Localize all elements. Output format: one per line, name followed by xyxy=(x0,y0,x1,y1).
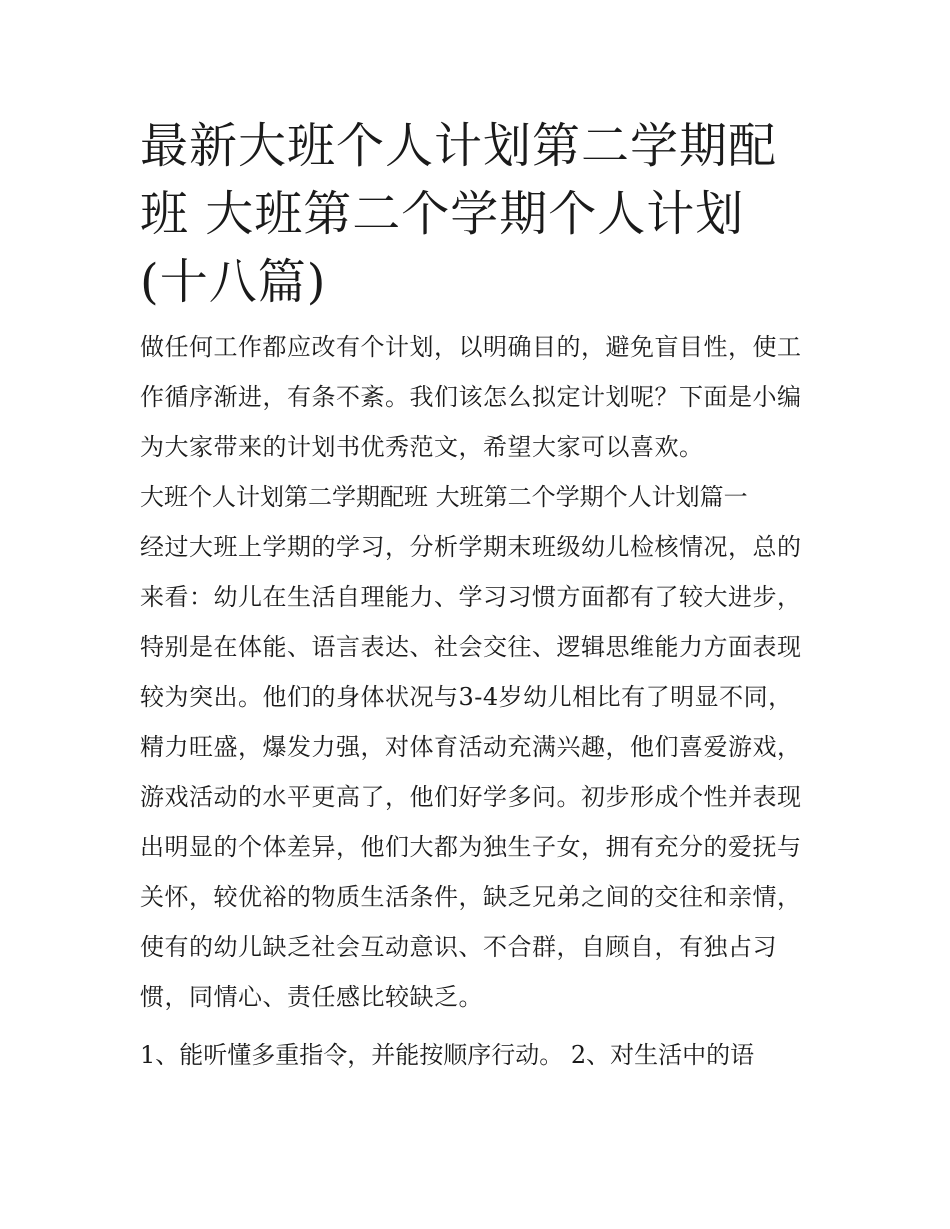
intro-line: 作循序渐进，有条不紊。我们该怎么拟定计划呢？下面是小编 xyxy=(140,383,802,411)
intro-paragraph xyxy=(140,322,820,472)
title-line: 最新大班个人计划第二学期配 xyxy=(140,118,778,174)
body-line: 惯，同情心、责任感比较缺乏。 xyxy=(140,983,483,1011)
document-content xyxy=(140,112,820,1080)
body-line: 出明显的个体差异，他们大都为独生子女，拥有充分的爱抚与 xyxy=(140,833,802,861)
document-title xyxy=(140,112,820,316)
body-line: 使有的幼儿缺乏社会互动意识、不合群，自顾自，有独占习 xyxy=(140,933,777,961)
section-heading: 大班个人计划第二学期配班 大班第二个学期个人计划篇一 xyxy=(140,483,748,511)
body-line: 经过大班上学期的学习，分析学期末班级幼儿检核情况，总的 xyxy=(140,533,802,561)
intro-line: 做任何工作都应改有个计划，以明确目的，避免盲目性，使工 xyxy=(140,333,802,361)
body-line: 关怀，较优裕的物质生活条件，缺乏兄弟之间的交往和亲情， xyxy=(140,883,802,911)
body-line: 来看：幼儿在生活自理能力、学习习惯方面都有了较大进步， xyxy=(140,583,802,611)
body-line: 精力旺盛，爆发力强，对体育活动充满兴趣，他们喜爱游戏， xyxy=(140,733,802,761)
body-line: 游戏活动的水平更高了，他们好学多问。初步形成个性并表现 xyxy=(140,783,802,811)
title-line: 班 大班第二个学期个人计划 xyxy=(140,186,745,242)
title-line: (十八篇) xyxy=(140,254,327,310)
body-paragraph xyxy=(140,522,820,1022)
body-line: 较为突出。他们的身体状况与3-4岁幼儿相比有了明显不同， xyxy=(140,683,793,711)
numbered-list-line: 1、能听懂多重指令，并能按顺序行动。 2、对生活中的语 xyxy=(140,1041,755,1069)
intro-line: 为大家带来的计划书优秀范文，希望大家可以喜欢。 xyxy=(140,433,704,461)
body-line: 特别是在体能、语言表达、社会交往、逻辑思维能力方面表现 xyxy=(140,633,802,661)
